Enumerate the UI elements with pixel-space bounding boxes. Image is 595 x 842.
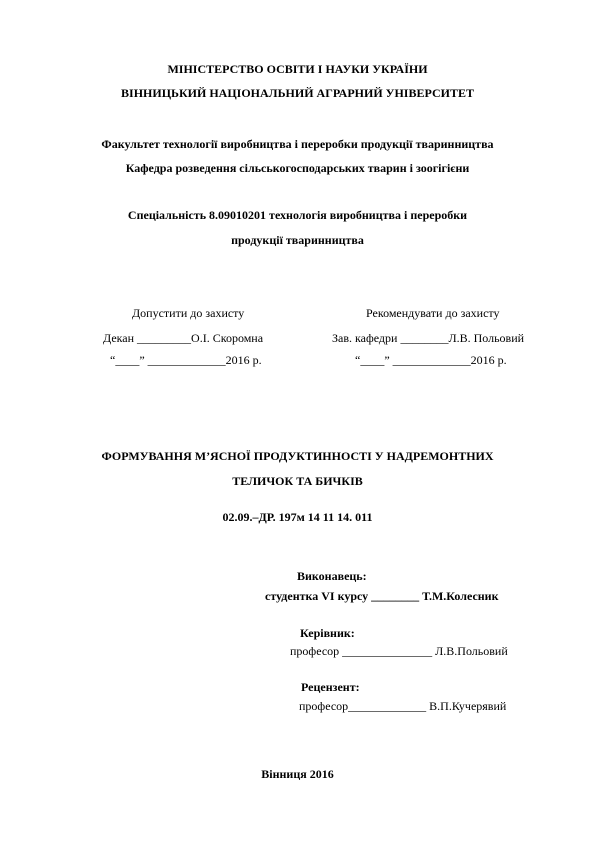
city-year: Вінниця 2016 [261, 767, 334, 781]
specialty-line-1: Спеціальність 8.09010201 технологія виробництва і переробки [127, 208, 468, 222]
approval-right-heading: Рекомендувати до захисту [366, 306, 500, 320]
approval-right-date: “____” _____________2016 р. [355, 353, 507, 367]
supervisor-label: Керівник: [300, 626, 355, 640]
executor-label: Виконавець: [297, 569, 367, 583]
thesis-title-line-1: ФОРМУВАННЯ М’ЯСНОЇ ПРОДУКТИННОСТІ У НАДРЕМОНТНИХ [101, 449, 494, 463]
approval-left-line: Декан _________О.І. Скоромна [103, 331, 264, 345]
approval-left-heading: Допустити до захисту [132, 306, 245, 320]
faculty-name: Факультет технології виробництва і переробки продукції тваринництва [101, 137, 494, 151]
reviewer-line: професор_____________ В.П.Кучерявий [299, 699, 507, 713]
ministry-name: МІНІСТЕРСТВО ОСВІТИ І НАУКИ УКРАЇНИ [167, 62, 428, 76]
department-name: Кафедра розведення сільськогосподарських тварин і зоогігієни [125, 161, 470, 175]
reviewer-label: Рецензент: [301, 680, 360, 694]
approval-right-line: Зав. кафедри ________Л.В. Польовий [332, 331, 525, 345]
university-name: ВІННИЦЬКИЙ НАЦІОНАЛЬНИЙ АГРАРНИЙ УНІВЕРСИТЕТ [121, 86, 474, 100]
specialty-line-2: продукції тваринництва [231, 233, 364, 247]
supervisor-line: професор _______________ Л.В.Польовий [290, 644, 508, 658]
document-code: 02.09.–ДР. 197м 14 11 14. 011 [222, 510, 373, 524]
thesis-title-line-2: ТЕЛИЧОК ТА БИЧКІВ [232, 474, 363, 488]
approval-left-date: “____” _____________2016 р. [110, 353, 262, 367]
executor-line: студентка VI курсу ________ Т.М.Колесник [265, 589, 499, 603]
